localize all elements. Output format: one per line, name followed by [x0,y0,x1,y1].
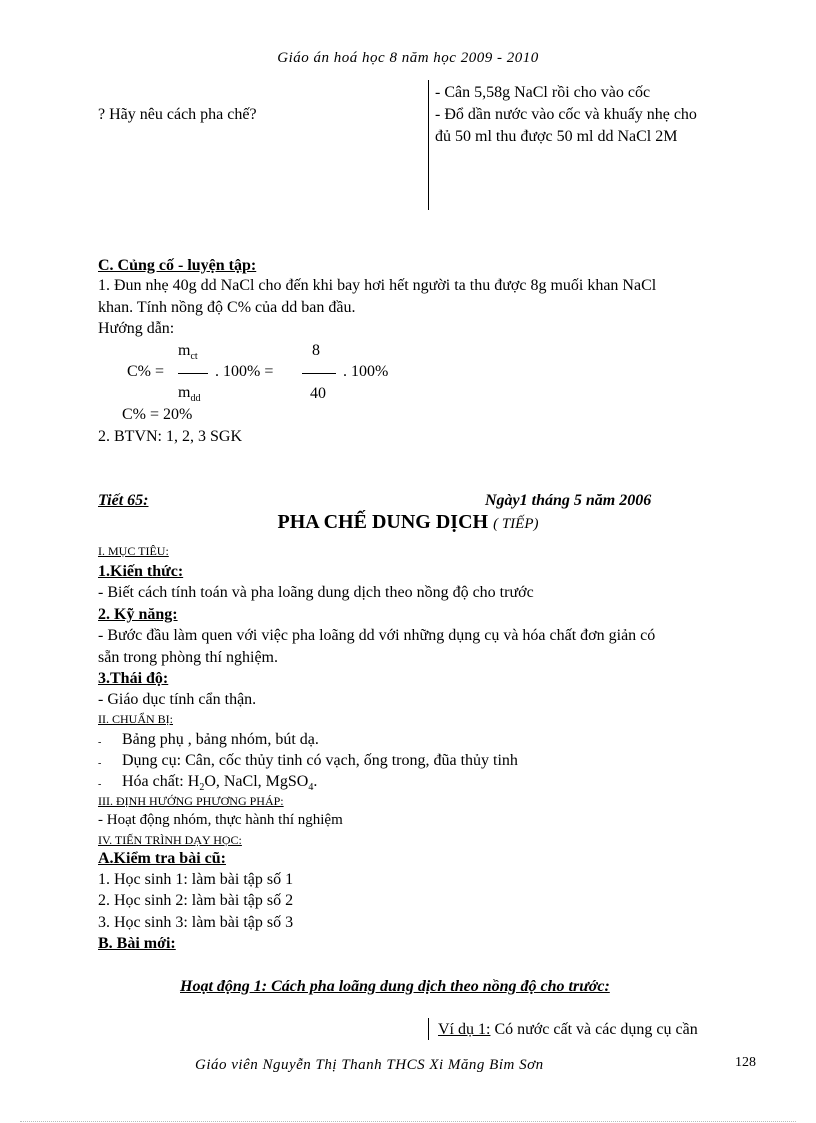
preparation-item-3: Hóa chất: $H_2O$, NaCl, MgSO$_4$. [122,773,318,794]
homework: 2. BTVN: 1, 2, 3 SGK [98,428,243,445]
review-item-3: 3. Học sinh 3: làm bài tập số 3 [98,914,294,931]
page-header: Giáo án hoá học 8 năm học 2009 - 2010 [277,50,539,66]
exercise-1-line-1: 1. Đun nhẹ 40g dd NaCl cho đến khi bay hơi hết người ta thu được 8g muối khan NaCl [98,277,657,294]
bullet-mark: - [98,779,102,790]
attitude-heading: 3.Thái độ: [98,670,169,687]
lesson-title: PHA CHẾ DUNG DỊCH ( TIẾP) [277,511,539,533]
method-heading: III. ĐỊNH HƯỚNG PHƯƠNG PHÁP: [98,794,284,808]
fraction-bar-1 [178,373,208,374]
bullet-mark: - [98,758,102,769]
formula-numerator-2: 8 [312,342,320,359]
exercise-1-line-2: khan. Tính nồng độ C% của dd ban đầu. [98,299,356,316]
formula-lhs: C% = [127,363,165,380]
review-item-2: 2. Học sinh 2: làm bài tập số 2 [98,892,294,909]
formula-denominator-1: $m_{dd}$ [178,384,201,405]
table-answer-line-2: - Đổ dần nước vào cốc và khuấy nhẹ cho [435,106,697,123]
table-answer-line-1: - Cân 5,58g NaCl rồi cho vào cốc [435,84,651,101]
skills-heading: 2. Kỹ năng: [98,606,178,623]
page-footer: Giáo viên Nguyễn Thị Thanh THCS Xi Măng Bỉm Sơn [195,1057,544,1073]
review-heading: A.Kiểm tra bài cũ: [98,850,226,867]
objectives-heading: I. MỤC TIÊU: [98,544,169,558]
bullet-mark: - [98,737,102,748]
hint-label: Hướng dẫn: [98,320,175,337]
attitude-text: - Giáo dục tính cẩn thận. [98,691,257,708]
formula-numerator-1: $m_{ct}$ [178,342,198,363]
knowledge-text: - Biết cách tính toán và pha loãng dung dịch theo nồng độ cho trước [98,584,534,601]
method-text: - Hoạt động nhóm, thực hành thí nghiệm [98,812,343,828]
table-answer-line-3: đủ 50 ml thu được 50 ml dd NaCl 2M [435,128,678,145]
new-lesson-heading: B. Bài mới: [98,935,176,952]
page-number: 128 [735,1055,756,1070]
knowledge-heading: 1.Kiến thức: [98,563,184,580]
page-bottom-border [20,1121,796,1122]
table-divider [428,80,429,210]
formula-middle: . 100% = [215,363,274,380]
fraction-bar-2 [302,373,336,374]
activity-1-heading: Hoạt động 1: Cách pha loãng dung dịch theo nồng độ cho trước: [180,978,610,995]
result: C% = 20% [122,406,193,423]
process-heading: IV. TIẾN TRÌNH DẠY HỌC: [98,833,242,847]
formula-end: . 100% [343,363,389,380]
preparation-item-2: Dụng cụ: Cân, cốc thủy tinh có vạch, ống trong, đũa thủy tinh [122,752,518,769]
skills-text-line-1: - Bước đầu làm quen với việc pha loãng dd với những dụng cụ và hóa chất đơn giản có [98,627,656,644]
lesson-date: Ngày1 tháng 5 năm 2006 [485,492,652,509]
formula-denominator-2: 40 [310,385,326,402]
preparation-item-1: Bảng phụ , bảng nhóm, bút dạ. [122,731,319,748]
section-c-title: C. Củng cố - luyện tập: [98,257,257,274]
preparation-heading: II. CHUẨN BỊ: [98,712,173,726]
review-item-1: 1. Học sinh 1: làm bài tập số 1 [98,871,294,888]
example-1: Ví dụ 1: Có nước cất và các dụng cụ cần [438,1021,698,1038]
lesson-number: Tiết 65: [98,492,149,509]
skills-text-line-2: sẵn trong phòng thí nghiệm. [98,649,278,666]
table-divider-bottom [428,1018,429,1040]
table-question: ? Hãy nêu cách pha chế? [98,106,257,123]
